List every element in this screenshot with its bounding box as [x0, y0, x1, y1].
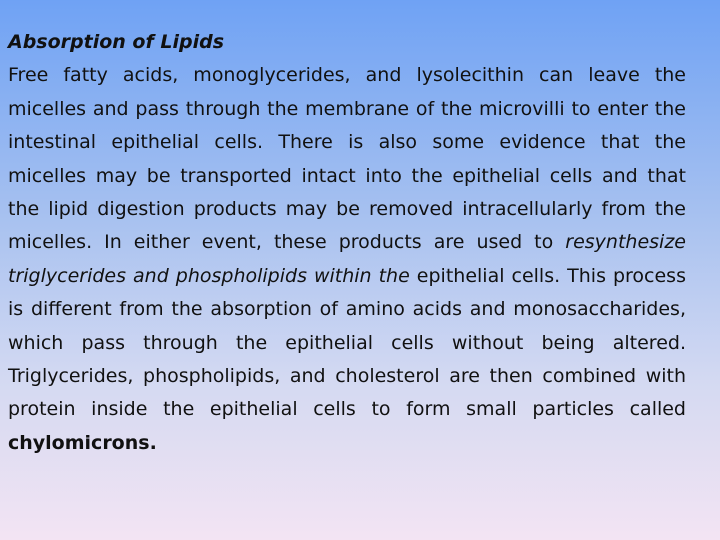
paragraph-bold-term: chylomicrons. — [8, 431, 157, 454]
paragraph-text-2: epithelial cells. This process is different from the absorption of amino acids and monosaccharides, which pass through the epithelial cells without being altered. Triglycerides, phospholipids, and cholesterol are then combined with protein inside the epithelial cells to form small particles called — [8, 264, 686, 421]
paragraph-text-1: Free fatty acids, monoglycerides, and lysolecithin can leave the micelles and pass through the membrane of the microvilli to enter the intestinal epithelial cells. There is also some evidence that the micelles may be transported intact into the epithelial cells and that the lipid digestion products may be removed intracellularly from the micelles. In either event, these products are used to — [8, 64, 686, 254]
paragraph-italic-phrase: resynthesize triglycerides and phospholipids within the — [8, 231, 686, 287]
slide-title: Absorption of Lipids — [8, 31, 225, 53]
body-paragraph — [8, 59, 686, 460]
